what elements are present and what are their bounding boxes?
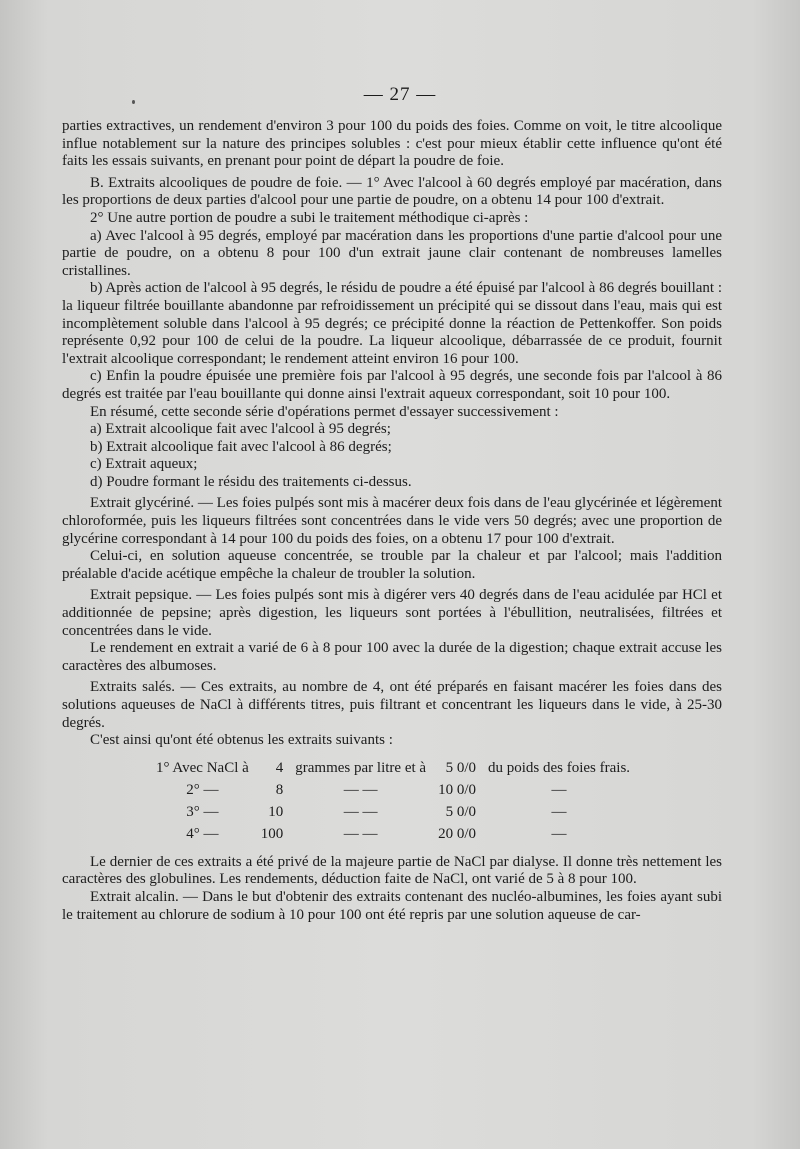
extracts-table [150,758,636,846]
table-row [150,758,636,780]
table-cell: 8 [275,781,284,798]
table-cell: — [551,781,567,798]
table-cell: — — [343,781,378,798]
paragraph: Le dernier de ces extraits a été privé de la majeure partie de NaCl par dialyse. Il donne très nettement les caractères des globulines. Les rendements, déduction faite de NaCl, ont varié de 5 à 8 pour 100. [62,853,722,888]
table-cell: 4° — [186,825,219,842]
list-item: d) Poudre formant le résidu des traitements ci-dessus. [90,473,412,490]
table-cell: 3° — [186,803,219,820]
table-cell: — — [343,803,378,820]
table-cell: — [551,825,567,842]
list-item: a) Extrait alcoolique fait avec l'alcool à 95 degrés; [90,421,391,438]
list-item: c) Extrait aqueux; [90,456,198,473]
table-cell: 4 [275,759,284,776]
paragraph: 2° Une autre portion de poudre a subi le traitement méthodique ci-après : [90,209,529,226]
paragraph: Extrait alcalin. — Dans le but d'obtenir des extraits contenant des nucléo-albumines, les foies ayant subi le traitement au chlorure de sodium à 10 pour 100 ont été repris par une solution aqueuse de car- [62,888,722,923]
paragraph: Extraits salés. — Ces extraits, au nombre de 4, ont été préparés en faisant macérer les foies dans des solutions aqueuses de NaCl à différents titres, puis filtrant et concentrant les liqueurs dans le vide, à 25-30 degrés. [62,679,722,731]
paragraph: Extrait pepsique. — Les foies pulpés sont mis à digérer vers 40 degrés dans de l'eau acidulée par HCl et additionnée de pepsine; après digestion, les liqueurs sont portées à l'ébullition, neutralisées, filtrées et concentrées dans le vide. [62,587,722,639]
ink-speck [132,100,135,104]
table-cell: 10 0/0 [438,781,476,798]
table-cell: 2° — [186,781,219,798]
table-cell: 20 0/0 [438,825,476,842]
paragraph: c) Enfin la poudre épuisée une première fois par l'alcool à 95 degrés, une seconde fois par l'alcool à 86 degrés est traitée par l'eau bouillante qui donne ainsi l'extrait aqueux correspondant, soit 10 pour 100. [62,368,722,402]
paragraph: En résumé, cette seconde série d'opérations permet d'essayer successivement : [90,403,559,420]
body-text [62,118,722,924]
table-cell: du poids des foies frais. [487,759,631,776]
paragraph: a) Avec l'alcool à 95 degrés, employé par macération dans les proportions d'une partie d'alcool pour une partie de poudre, on a obtenu 8 pour 100 d'un extrait jaune clair contenant de nombreuses lamelles cristallines. [62,227,722,279]
table-cell: grammes par litre et à [295,759,427,776]
table-row [150,802,636,824]
paragraph: C'est ainsi qu'ont été obtenus les extraits suivants : [90,732,393,749]
paragraph: b) Après action de l'alcool à 95 degrés, le résidu de poudre a été épuisé par l'alcool à 86 degrés bouillant : la liqueur filtrée bouillante abandonne par refroidissement un précipité qui se dissout dans l'eau, mais qui est incomplètement soluble dans l'alcool à 95 degrés; ce précipité donne la réaction de Pettenkoffer. Son poids représente 0,92 pour 100 de celui de la poudre. La liqueur alcoolique, débarrassée de ce produit, fournit l'extrait alcoolique correspondant; le rendement atteint environ 16 pour 100. [62,280,722,367]
paragraph: parties extractives, un rendement d'environ 3 pour 100 du poids des foies. Comme on voit, le titre alcoolique influe notablement sur la nature des principes solubles : c'est pour mieux établir cette influence qu'ont été faits les essais suivants, en prenant pour point de départ la poudre de foie. [62,118,722,170]
table-cell: 5 0/0 [445,759,476,776]
table-cell: 1° Avec NaCl à [156,759,249,776]
list-item: b) Extrait alcoolique fait avec l'alcool à 86 degrés; [90,438,392,455]
table-cell: 10 [268,803,284,820]
table-row [150,780,636,802]
treatment-list [62,421,722,491]
page-number: — 27 — [363,84,437,105]
paragraph: B. Extraits alcooliques de poudre de foie. — 1° Avec l'alcool à 60 degrés employé par macération, dans les proportions de deux parties d'alcool pour une partie de poudre, on a obtenu 14 pour 100 d'extrait. [62,174,722,209]
paragraph: Extrait glycériné. — Les foies pulpés sont mis à macérer deux fois dans de l'eau glycérinée et légèrement chloroformée, puis les liqueurs filtrées sont concentrées dans le vide vers 50 degrés; avec une proportion de glycérine correspondant à 14 pour 100 du poids des foies, on a obtenu 17 pour 100 d'extrait. [62,495,722,547]
paragraph: Le rendement en extrait a varié de 6 à 8 pour 100 avec la durée de la digestion; chaque extrait accuse les caractères des albumoses. [62,640,722,674]
table-cell: — — [343,825,378,842]
table-cell: 100 [260,825,284,842]
paragraph: Celui-ci, en solution aqueuse concentrée, se trouble par la chaleur et par l'alcool; mais l'addition préalable d'acide acétique empêche la chaleur de troubler la solution. [62,548,722,582]
table-cell: — [551,803,567,820]
table-row [150,824,636,846]
table-cell: 5 0/0 [445,803,476,820]
